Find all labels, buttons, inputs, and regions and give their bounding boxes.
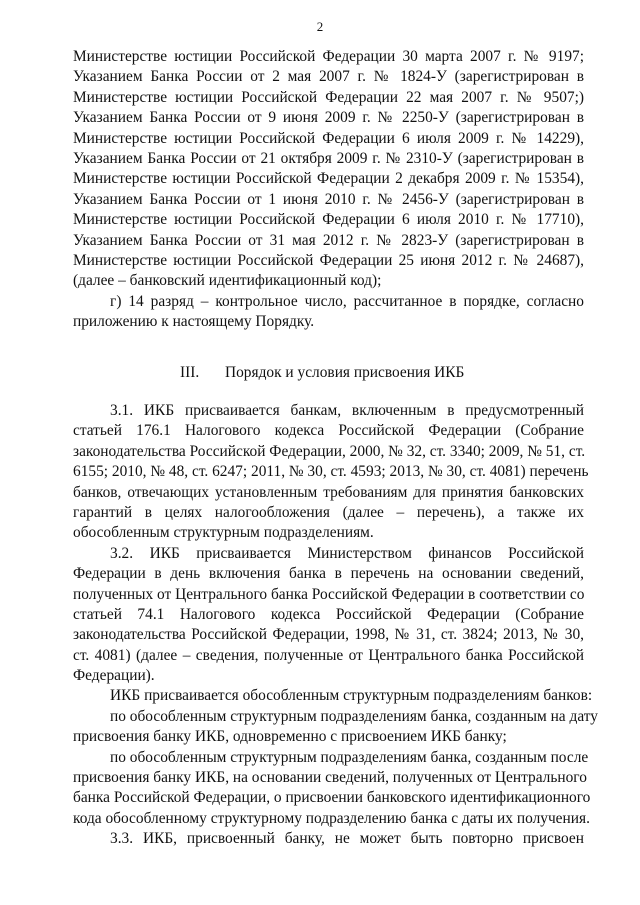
text-line: г) 14 разряд – контрольное число, рассчитанное в порядке, согласно — [110, 292, 584, 310]
text-line: Федерации). — [73, 667, 155, 685]
text-line: Министерстве юстиции Российской Федерации 22 мая 2007 г. № 9507;) — [73, 88, 584, 106]
text-line: присвоения банку ИКБ, одновременно с присвоением ИКБ банку; — [73, 728, 507, 746]
paragraph-block-regulations — [73, 47, 584, 332]
text-line: приложению к настоящему Порядку. — [73, 313, 315, 331]
text-line: кода обособленному структурному подразделению банка с даты их получения. — [73, 809, 590, 827]
section-title: Порядок и условия присвоения ИКБ — [225, 364, 465, 381]
text-line: Указанием Банка России от 2 мая 2007 г. № 1824-У (зарегистрирован в — [73, 68, 584, 86]
paragraph-block-section-3 — [73, 401, 598, 850]
text-line: ст. 4081) (далее – сведения, полученные от Центрального банка Российской — [73, 646, 584, 664]
text-line: статьей 74.1 Налогового кодекса Российской Федерации (Собрание — [73, 605, 584, 623]
text-line: законодательства Российской Федерации, 2000, № 32, ст. 3340; 2009, № 51, ст. — [73, 442, 586, 460]
text-line: Указанием Банка России от 31 мая 2012 г. № 2823-У (зарегистрирован в — [73, 231, 584, 249]
text-line: полученных от Центрального банка Российской Федерации в соответствии со — [73, 585, 585, 603]
text-line: гарантий в целях налогообложения (далее – перечень), а также их — [73, 503, 584, 521]
text-line: 3.1. ИКБ присваивается банкам, включенным в предусмотренный — [110, 402, 584, 419]
section-heading — [180, 363, 600, 383]
text-line: обособленным структурным подразделениям. — [73, 524, 374, 542]
text-line: ИКБ присваивается обособленным структурным подразделениям банков: — [110, 687, 593, 705]
text-line: 3.3. ИКБ, присвоенный банку, не может быть повторно присвоен — [110, 830, 584, 848]
text-line: присвоения банку ИКБ, на основании сведений, полученных от Центрального — [73, 769, 587, 787]
text-line: по обособленным структурным подразделениям банка, созданным на дату — [110, 707, 598, 725]
text-line: банка Российской Федерации, о присвоении банковского идентификационного — [73, 789, 591, 807]
text-line: по обособленным структурным подразделениям банка, созданным после — [110, 748, 589, 766]
text-line: статьей 176.1 Налогового кодекса Российской Федерации (Собрание — [73, 422, 584, 440]
text-line: Указанием Банка России от 9 июня 2009 г. № 2250-У (зарегистрирован в — [73, 109, 584, 127]
text-line: Указанием Банка России от 1 июня 2010 г. № 2456-У (зарегистрирован в — [73, 190, 584, 208]
text-line: Указанием Банка России от 21 октября 2009 г. № 2310-У (зарегистрирован в — [73, 149, 584, 167]
text-line: Министерстве юстиции Российской Федерации 2 декабря 2009 г. № 15354), — [73, 170, 584, 188]
text-line: Федерации в день включения банка в перечень на основании сведений, — [73, 565, 584, 583]
text-line: Министерстве юстиции Российской Федерации 6 июля 2010 г. № 17710), — [73, 211, 584, 229]
text-line: Министерстве юстиции Российской Федерации 30 марта 2007 г. № 9197; — [73, 48, 584, 65]
text-line: законодательства Российской Федерации, 1998, № 31, ст. 3824; 2013, № 30, — [73, 626, 584, 644]
page-number: 2 — [316, 19, 324, 34]
text-line: банков, отвечающих установленным требованиям для принятия банковских — [73, 483, 584, 501]
text-line: (далее – банковский идентификационный код); — [73, 272, 382, 290]
text-line: Министерстве юстиции Российской Федерации 6 июля 2009 г. № 14229), — [73, 129, 584, 147]
text-line: Министерстве юстиции Российской Федерации 25 июня 2012 г. № 24687), — [73, 251, 584, 269]
text-line: 6155; 2010, № 48, ст. 6247; 2011, № 30, ст. 4593; 2013, № 30, ст. 4081) перечень — [73, 463, 589, 481]
text-line: 3.2. ИКБ присваивается Министерством финансов Российской — [110, 544, 584, 562]
section-number: III. — [180, 364, 200, 381]
